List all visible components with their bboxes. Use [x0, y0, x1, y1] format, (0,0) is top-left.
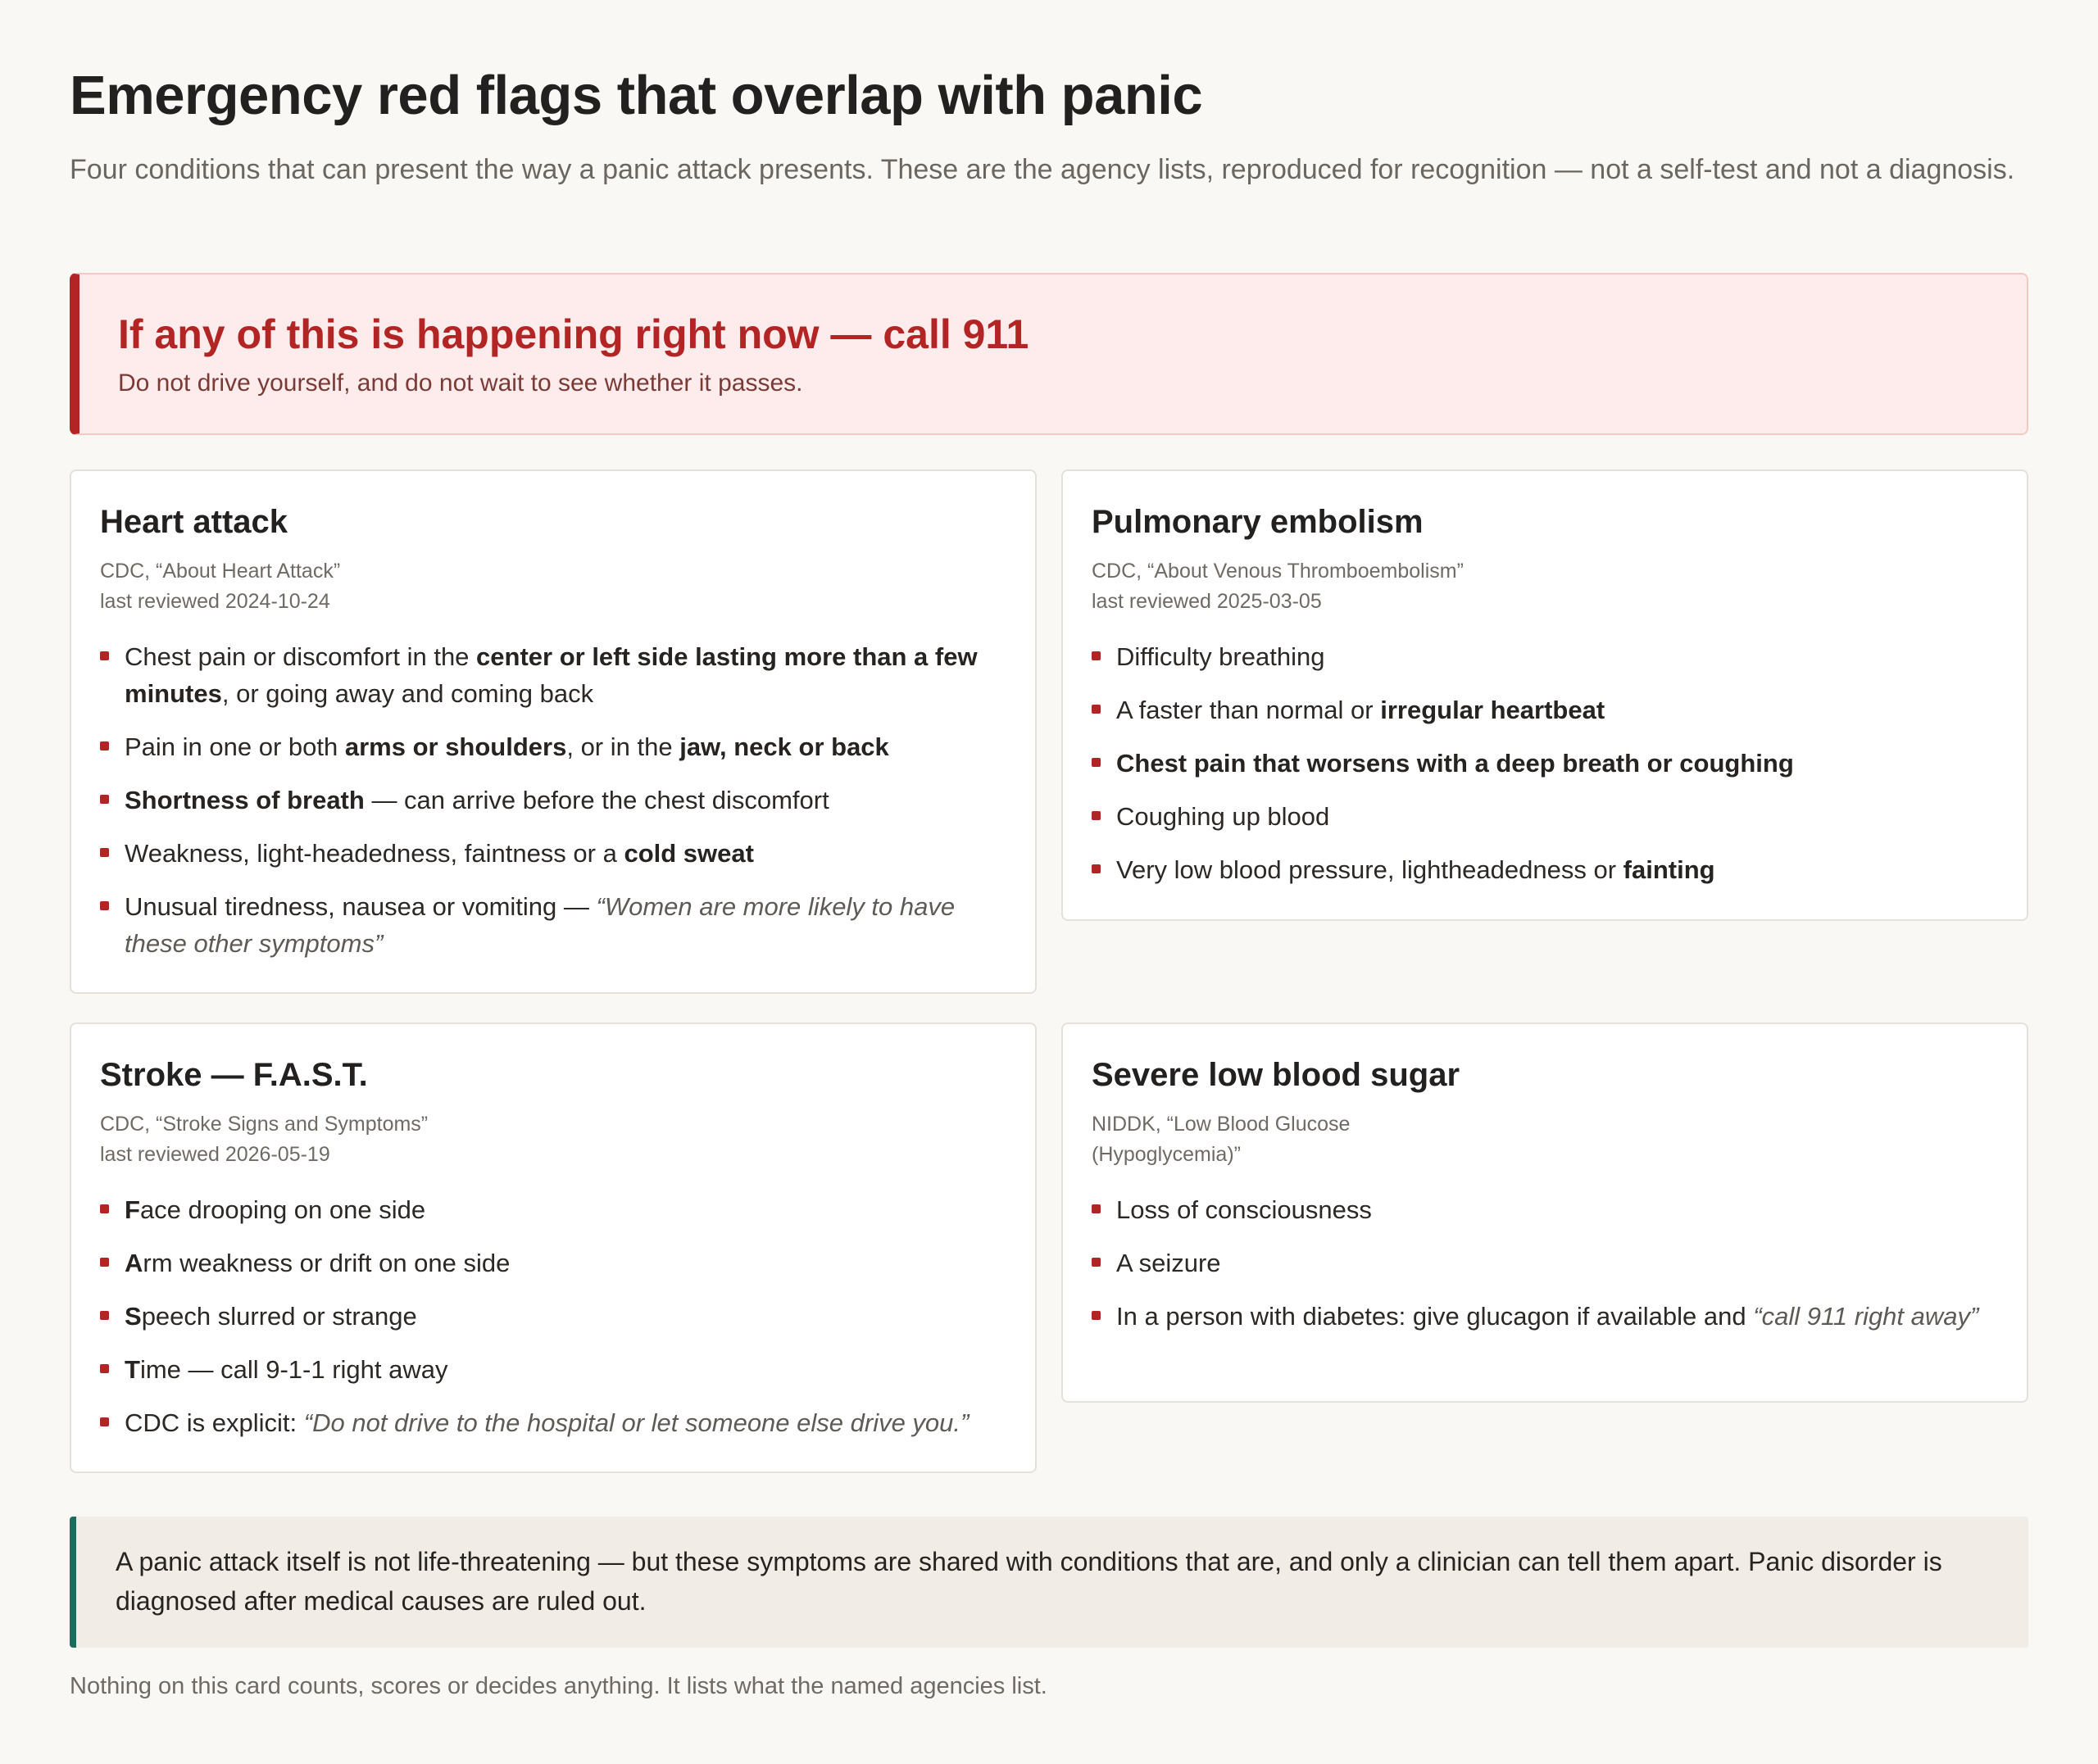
symptom-item	[100, 638, 1010, 712]
symptom-emphasis: fainting	[1623, 855, 1715, 884]
bullet-icon	[1092, 651, 1101, 660]
symptom-text: — can arrive before the chest discomfort	[364, 786, 829, 814]
symptom-item	[1092, 851, 2002, 888]
symptom-text: Unusual tiredness, nausea or vomiting —	[125, 892, 597, 921]
symptom-emphasis: A	[125, 1249, 143, 1277]
source-reviewed: (Hypoglycemia)”	[1092, 1143, 1241, 1166]
symptom-quote: “Women are more likely to have these other symptoms”	[125, 892, 956, 958]
symptom-list	[1092, 638, 2002, 905]
symptom-item	[1092, 1298, 2002, 1335]
symptom-item	[1092, 692, 2002, 728]
bullet-icon	[1092, 758, 1101, 767]
card-title: Severe low blood sugar	[1092, 1057, 1460, 1093]
symptom-emphasis: Shortness of breath	[125, 786, 365, 814]
bullet-icon	[100, 795, 109, 804]
symptom-item	[1092, 1245, 2002, 1281]
symptom-text: A seizure	[1116, 1249, 1221, 1277]
source-name: CDC, “About Heart Attack”	[100, 560, 341, 583]
card-stroke	[70, 1023, 1037, 1473]
symptom-emphasis: center or left side lasting more than a few minutes	[125, 642, 978, 708]
card-pulmonary-embolism	[1061, 469, 2028, 921]
symptom-item	[100, 888, 1010, 962]
symptom-text: peech slurred or strange	[141, 1302, 417, 1331]
bullet-icon	[1092, 1311, 1101, 1320]
symptom-emphasis: Chest pain that worsens with a deep breath or coughing	[1116, 749, 1794, 778]
symptom-text: In a person with diabetes: give glucagon if available and	[1116, 1302, 1754, 1331]
symptom-text: Weakness, light-headedness, faintness or a	[125, 839, 624, 868]
note-text: A panic attack itself is not life-threatening — but these symptoms are shared with conditions that are, and only a clinician can tell them apart. Panic disorder is diagnosed after medical causes are ruled out.	[116, 1547, 1942, 1616]
symptom-item	[1092, 745, 2002, 782]
bullet-icon	[100, 1364, 109, 1373]
symptom-item	[100, 1351, 1010, 1388]
symptom-item	[100, 1245, 1010, 1281]
symptom-text: Chest pain or discomfort in the	[125, 642, 477, 671]
symptom-text: Loss of consciousness	[1116, 1195, 1372, 1224]
symptom-item	[100, 1298, 1010, 1335]
symptom-list	[100, 1191, 1010, 1458]
page-title: Emergency red flags that overlap with panic	[70, 65, 1203, 126]
page-subtitle: Four conditions that can present the way a panic attack presents. These are the agency lists, reproduced for recognition — not a self-test and not a diagnosis.	[70, 154, 2015, 185]
bullet-icon	[1092, 705, 1101, 714]
clinical-note	[70, 1517, 2028, 1648]
symptom-item	[1092, 798, 2002, 835]
emergency-alert	[70, 273, 2028, 435]
bullet-icon	[100, 651, 109, 660]
source-reviewed: last reviewed 2024-10-24	[100, 590, 330, 613]
card-title: Pulmonary embolism	[1092, 504, 1424, 540]
symptom-quote: “Do not drive to the hospital or let someone else drive you.”	[303, 1408, 970, 1437]
alert-text: Do not drive yourself, and do not wait to see whether it passes.	[118, 370, 803, 397]
bullet-icon	[100, 848, 109, 857]
card-low-blood-sugar	[1061, 1023, 2028, 1403]
bullet-icon	[100, 1258, 109, 1267]
bullet-icon	[1092, 864, 1101, 873]
card-source	[100, 556, 340, 617]
alert-title: If any of this is happening right now — call 911	[118, 311, 1029, 357]
symptom-emphasis: arms or shoulders	[344, 732, 567, 761]
bullet-icon	[1092, 811, 1101, 820]
symptom-text: Coughing up blood	[1116, 802, 1330, 831]
symptom-text: Pain in one or both	[125, 732, 345, 761]
symptom-item	[100, 728, 1010, 765]
source-name: NIDDK, “Low Blood Glucose	[1092, 1113, 1351, 1136]
bullet-icon	[100, 1204, 109, 1213]
card-source	[1092, 1109, 1350, 1170]
bullet-icon	[1092, 1258, 1101, 1267]
source-name: CDC, “Stroke Signs and Symptoms”	[100, 1113, 429, 1136]
source-reviewed: last reviewed 2026-05-19	[100, 1143, 330, 1166]
symptom-item	[100, 1191, 1010, 1228]
symptom-text: ace drooping on one side	[139, 1195, 426, 1224]
symptom-emphasis: jaw, neck or back	[679, 732, 889, 761]
symptom-quote: “call 911 right away”	[1753, 1302, 1979, 1331]
bullet-icon	[100, 741, 109, 750]
symptom-item	[1092, 1191, 2002, 1228]
bullet-icon	[1092, 1204, 1101, 1213]
symptom-emphasis: cold sweat	[624, 839, 754, 868]
symptom-emphasis: irregular heartbeat	[1380, 696, 1605, 724]
symptom-text: Very low blood pressure, lightheadedness or	[1116, 855, 1623, 884]
symptom-item	[100, 835, 1010, 872]
symptom-item	[1092, 638, 2002, 675]
symptom-text: , or in the	[566, 732, 680, 761]
source-reviewed: last reviewed 2025-03-05	[1092, 590, 1322, 613]
symptom-text: ime — call 9-1-1 right away	[139, 1355, 448, 1384]
source-name: CDC, “About Venous Thromboembolism”	[1092, 560, 1464, 583]
card-title: Stroke — F.A.S.T.	[100, 1057, 368, 1093]
symptom-item	[100, 1404, 1010, 1441]
symptom-text: rm weakness or drift on one side	[143, 1249, 511, 1277]
card-source	[100, 1109, 428, 1170]
symptom-text: Difficulty breathing	[1116, 642, 1325, 671]
card-title: Heart attack	[100, 504, 288, 540]
symptom-emphasis: F	[125, 1195, 140, 1224]
symptom-list	[100, 638, 1010, 978]
bullet-icon	[100, 1311, 109, 1320]
bullet-icon	[100, 1417, 109, 1426]
symptom-emphasis: T	[125, 1355, 140, 1384]
card-heart-attack	[70, 469, 1037, 994]
symptom-item	[100, 782, 1010, 819]
footer-disclaimer: Nothing on this card counts, scores or decides anything. It lists what the named agencies list.	[70, 1673, 1047, 1699]
card-source	[1092, 556, 1464, 617]
symptom-text: A faster than normal or	[1116, 696, 1381, 724]
bullet-icon	[100, 901, 109, 910]
symptom-list	[1092, 1191, 2002, 1351]
symptom-emphasis: S	[125, 1302, 142, 1331]
symptom-text: CDC is explicit:	[125, 1408, 304, 1437]
symptom-text: , or going away and coming back	[221, 679, 594, 708]
